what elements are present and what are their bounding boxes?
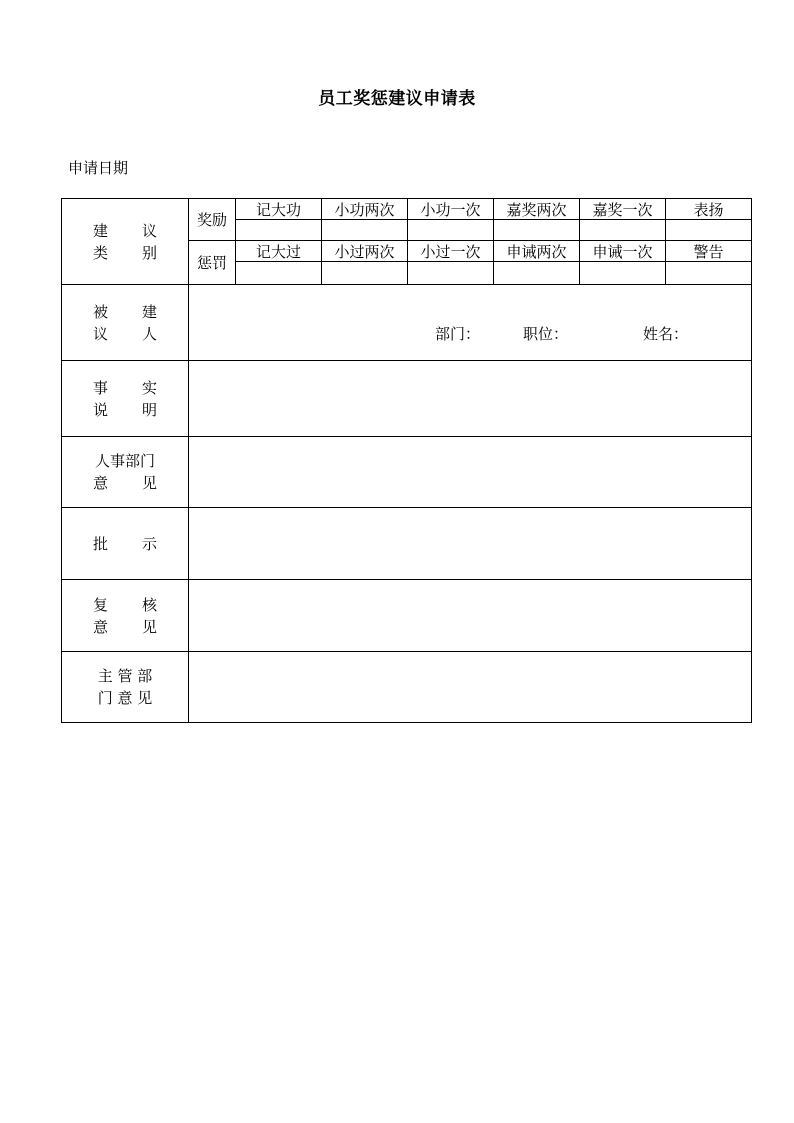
punish-checkbox-cell[interactable] [580,262,666,284]
punish-checkbox-cell[interactable] [408,262,494,284]
punish-checkbox-cell[interactable] [666,262,751,284]
review-field[interactable] [189,580,751,652]
reward-group-label: 奖励 [189,199,236,241]
reward-option: 表扬 [666,199,751,220]
nominee-field[interactable] [189,285,751,361]
name-label: 姓名： [643,325,689,343]
manager-opinion-label: 主 管 部 门 意 见 [62,652,189,722]
punish-checkbox-cell[interactable] [236,262,322,284]
punish-option: 小过一次 [408,241,494,262]
reward-checkbox-cell[interactable] [408,220,494,241]
hr-opinion-field[interactable] [189,437,751,508]
department-label: 部门： [435,325,481,343]
manager-opinion-field[interactable] [189,652,751,722]
form-title: 员工奖惩建议申请表 [318,89,476,109]
approval-field[interactable] [189,508,751,580]
punish-group-label: 惩罚 [189,241,236,284]
category-label: 建 议 类 别 [62,199,189,285]
reward-option: 小功两次 [322,199,408,220]
reward-option: 嘉奖一次 [580,199,666,220]
application-date-label: 申请日期 [68,159,129,177]
approval-label: 批 示 [62,508,189,580]
hr-opinion-label: 人事部门 意 见 [62,437,189,508]
reward-option: 记大功 [236,199,322,220]
punish-option: 警告 [666,241,751,262]
nominee-label: 被 建 议 人 [62,285,189,361]
review-label: 复 核 意 见 [62,580,189,652]
punish-checkbox-cell[interactable] [322,262,408,284]
facts-field[interactable] [189,361,751,437]
reward-checkbox-cell[interactable] [322,220,408,241]
reward-checkbox-cell[interactable] [494,220,580,241]
punish-option: 小过两次 [322,241,408,262]
punish-checkbox-cell[interactable] [494,262,580,284]
reward-checkbox-cell[interactable] [666,220,751,241]
reward-option: 嘉奖两次 [494,199,580,220]
punish-option: 记大过 [236,241,322,262]
punish-option: 申诫两次 [494,241,580,262]
facts-label: 事 实 说 明 [62,361,189,437]
punish-option: 申诫一次 [580,241,666,262]
reward-option: 小功一次 [408,199,494,220]
reward-checkbox-cell[interactable] [580,220,666,241]
category-options [189,199,751,285]
application-form [61,198,752,723]
position-label: 职位： [523,325,569,343]
reward-checkbox-cell[interactable] [236,220,322,241]
